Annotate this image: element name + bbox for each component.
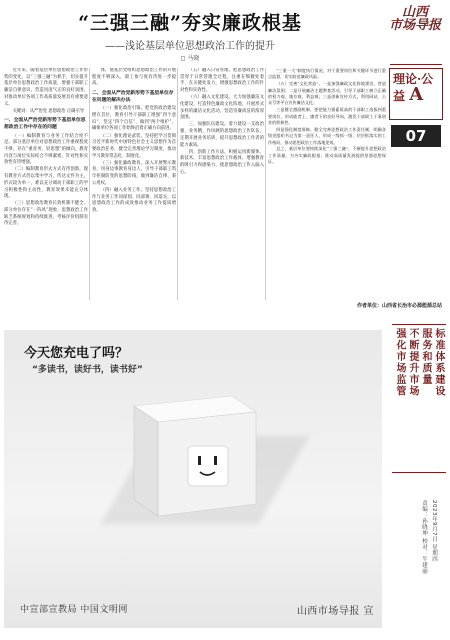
section-letter: A	[409, 84, 424, 105]
logo-line: 山西	[401, 5, 428, 20]
editor-credits: 责编：孙晓坤 校对：牛建丽	[421, 500, 427, 575]
article-column-4	[268, 68, 386, 277]
masthead-divider	[390, 64, 442, 65]
public-service-ad	[4, 330, 382, 628]
paragraph: 三、加强队伍建设。着力建设一支政治强、业务精、作风硬的思想政治工作队伍，定期开展业务培训，提升思想政治工作者的能力素质。	[180, 122, 264, 148]
newspaper-logo	[386, 6, 444, 60]
section-name: 理论·公益	[393, 72, 434, 103]
slogan-panel	[392, 324, 446, 474]
paragraph: 关键词：从严治党 思想政治 正确引导	[12, 108, 85, 114]
author-unit-note: 作者单位：山西省长治市必源能源总站	[356, 303, 442, 309]
column-divider	[89, 68, 90, 300]
article-column-2	[92, 68, 176, 296]
outlet-plate	[188, 446, 228, 486]
ad-sponsor-left: 中宣部宣教局 中国文明网	[20, 605, 128, 615]
paragraph: “三重一大”制度执行情况，对于重要岗位和关键环节进行重点监督，切实防范廉政风险。	[268, 68, 386, 80]
ad-headline: 今天您充电了吗？	[24, 346, 129, 361]
paragraph: 近年来，随着基层单位思想政治工作形势的变化，以“三强三融”为抓手，切实提升基层单位思想政治工作质量，增强干部职工廉洁自律意识，营造风清气正的良好氛围，对推动单位各项工作高质量发展具有重要意义。	[4, 68, 88, 107]
paragraph: 体，使基层党组织思想政治工作的开展程度不够深入，职工参与度有待进一步提高。	[92, 68, 176, 87]
outlet-hole-left	[198, 456, 201, 465]
logo-line: 市场导报	[388, 18, 441, 33]
section-header	[389, 68, 443, 120]
paragraph: 四、创新工作方法。积极运用新媒体、新技术，丰富思想政治工作载体，增强教育的吸引力和感染力，使思想政治工作入脑入心。	[180, 149, 264, 175]
slogan-line: 不断提升市场	[407, 328, 418, 397]
section-heading: 二、全面从严治党新形势下基层单位存在问题的解决办法	[92, 89, 174, 104]
paragraph: （四）融入业务工作。坚持思想政治工作与业务工作同谋划、同部署、同落实，以思想政治工作的成效推动业务工作提质增效。	[92, 187, 176, 214]
paragraph: （五）完善“文化营造”。一是加强廉政文化阵地建设，营造廉洁氛围；二是开展廉洁主题教育活动，引导干部职工树立正确的权力观、地位观、利益观；三是创新宣传方式，利用网站、公众号等平台宣传廉洁文化。	[268, 81, 386, 106]
slogan-rule-top	[392, 324, 446, 325]
slogan-line: 标准体系建设	[433, 328, 444, 397]
slogan-line: 服务和质量	[420, 328, 431, 386]
paragraph: （五）融入日常管理。把思想政治工作贯穿于日常管理全过程，注重在细微处着手、在关键处发力，增强思想政治工作的针对性和实效性。	[180, 68, 264, 94]
section-heading: 一、全面从严治党新形势下基层单位思想政治工作中存在的问题	[4, 116, 86, 131]
slogan-line: 强化市场监管	[394, 328, 405, 397]
article-column-1	[4, 68, 88, 296]
ad-tagline: “多读书，读好书，读书好”	[32, 365, 143, 375]
headline: “三强三融”夯实廉政根基	[78, 12, 302, 34]
publication-date: 2023年9月7日 星期四	[431, 500, 437, 563]
section-label	[393, 72, 441, 104]
column-divider	[265, 68, 266, 300]
book-outlet-illustration	[124, 392, 262, 520]
paragraph: （二）强化理论武装。坚持把学习贯彻习近平新时代中国特色社会主义思想作为首要政治任务，健全完善理论学习制度，推动学习教育常态化、制度化。	[92, 133, 176, 159]
ad-sponsor-right: 山西市场导报 宣	[296, 606, 374, 617]
paragraph: 三是健全激励机制。要把能力强素质高的干部职工选拔到重要岗位，形成能者上、庸者下的良好导向，激发干部职工干事创业的积极性。	[268, 107, 386, 126]
paragraph: 四是强化制度保障。健全完善思想政治工作责任制，明确各级党组织书记为第一责任人，形成一级抓一级、层层抓落实的工作格局，推动思想政治工作落地见效。	[268, 126, 386, 145]
book-spine	[134, 406, 158, 516]
author-byline: ◻ 马晓	[180, 55, 200, 62]
paragraph: （三）思想政治教育长效机制不健全。部分单位存在“一阵风”现象，思想政治工作缺乏系统规划和持续推进，考核评价机制有待完善。	[4, 201, 88, 227]
book-icon	[124, 392, 262, 520]
paragraph: （一）强化政治引领。把党的政治建设摆在首位，教育引导干部职工增强“四个意识”、坚定“四个自信”、做到“两个维护”，确保单位各项工作始终沿着正确方向前进。	[92, 106, 176, 132]
paragraph: （六）融入文化建设。大力加强廉洁文化建设，打造特色廉政文化阵地，开展形式多样的廉洁文化活动，营造崇廉尚洁的浓厚氛围。	[180, 95, 264, 121]
paragraph: （一）编制教育与业务工作结合度不足。部分基层单位对思想政治工作重视程度不够，存在“重业务、轻思想”的倾向，教育内容与岗位实际结合不够紧密，针对性和实效性有待增强。	[4, 133, 88, 166]
paragraph: （二）编制教育形式方式有待创新。现有教育方式仍以集中学习、传达文件为主，形式较为单一，难以充分调动干部职工的学习积极性和主动性，教育效果未能充分体现。	[4, 167, 88, 200]
subheadline: ——浅论基层单位思想政治工作的提升	[105, 41, 275, 52]
page-number: 07	[391, 125, 441, 147]
article-column-3	[180, 68, 264, 296]
outlet-hole-right	[214, 456, 217, 465]
slogan-rule-bottom	[392, 472, 446, 473]
column-divider	[177, 68, 178, 300]
paragraph: （三）强化廉政教育。深入开展警示教育，用身边事教育身边人，引导干部职工筑牢拒腐防变的思想防线，做到廉洁自律、秉公用权。	[92, 160, 176, 186]
paragraph: 总之，基层单位要持续深化“三强三融”，不断提升思想政治工作质量，为夯实廉政根基、推动高质量发展提供坚强思想保证。	[268, 146, 386, 165]
